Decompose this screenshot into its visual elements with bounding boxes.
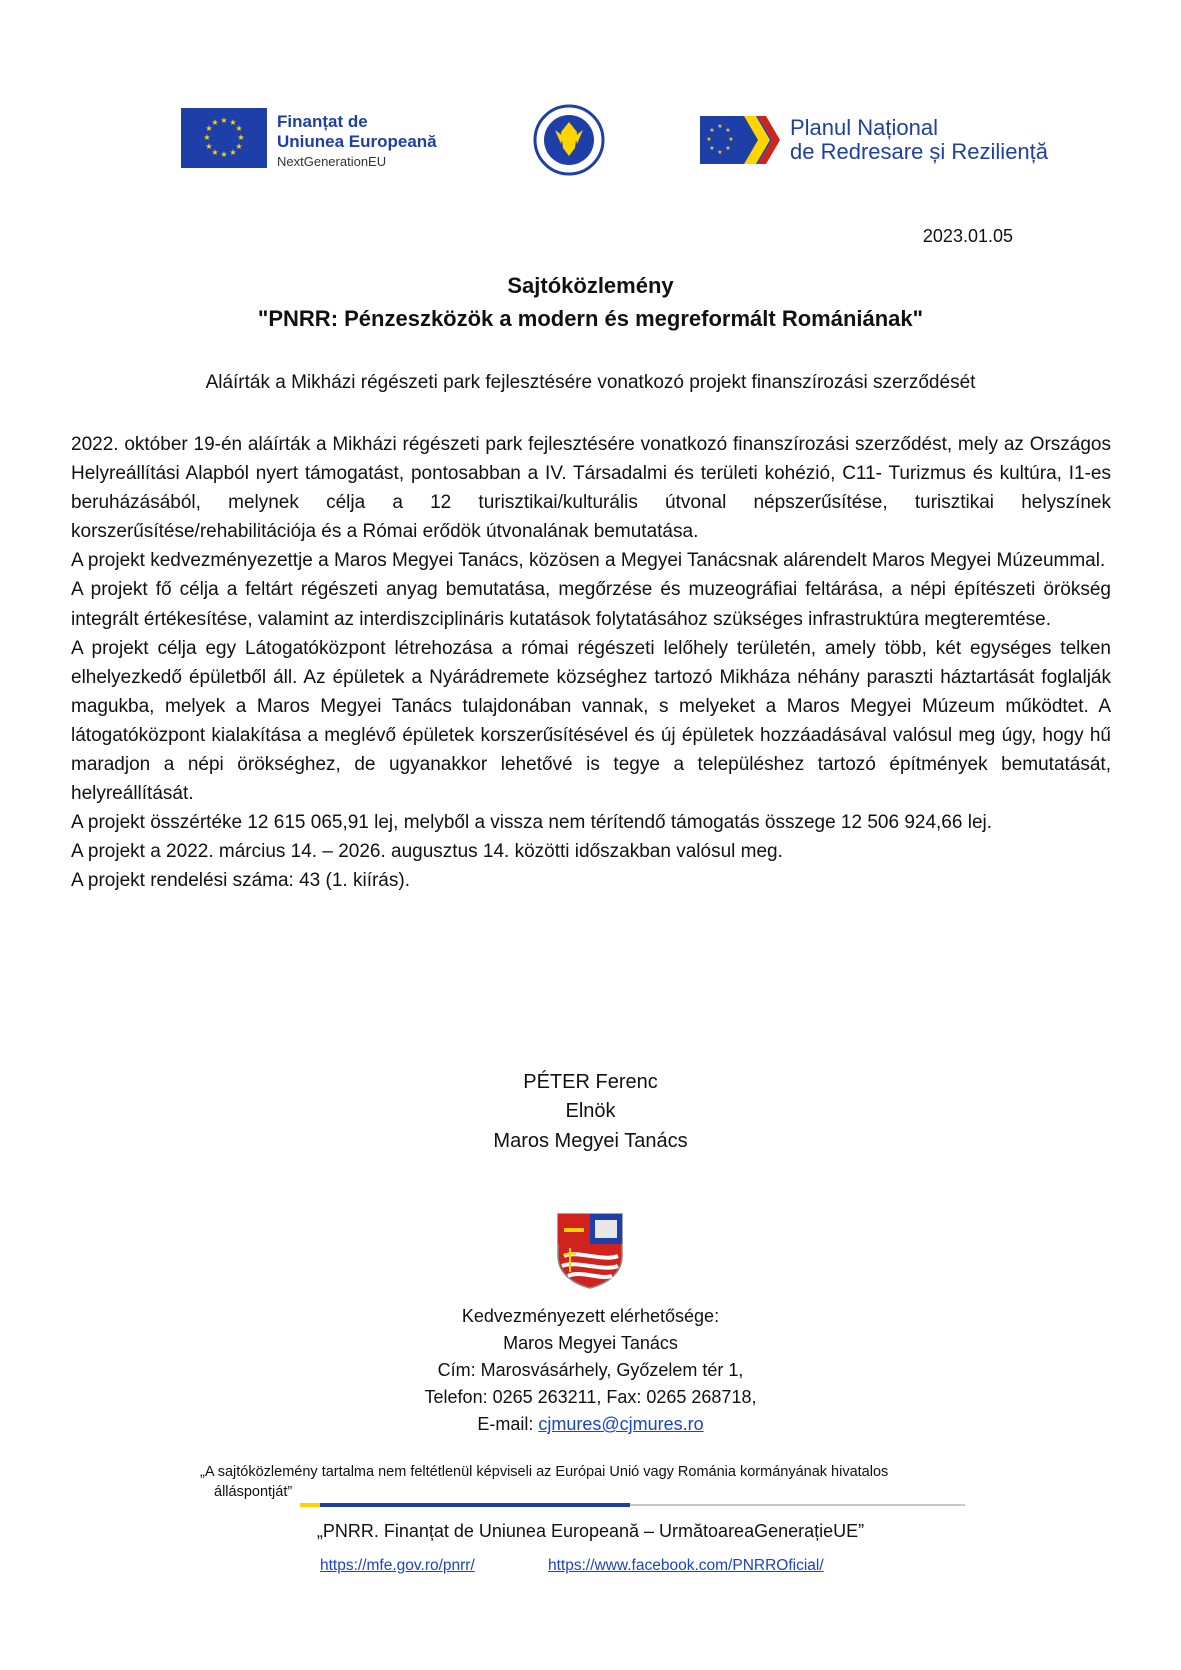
svg-text:★: ★ [229, 148, 237, 157]
body-text [71, 430, 1111, 896]
mures-county-coat-of-arms-icon [556, 1212, 624, 1290]
paragraph-5: A projekt összértéke 12 615 065,91 lej, melyből a vissza nem térítendő támogatás összege 12 506 924,66 lej. [71, 812, 993, 834]
paragraph-1: 2022. október 19-én aláírták a Mikházi régészeti park fejlesztésére vonatkozó finanszírozási szerződést, mely az Országos Helyreállítási Alapból nyert támogatást, pontosabban a IV. Társadalmi és területi kohézió, C11- Turizmus és kultúra, I1-es beruházásából, melynek célja a 12 turisztikai/kulturális útvonal népszerűsítése, turisztikai helyszínek korszerűsítése/rehabilitációja és a Római erődök útvonalának bemutatása. [71, 434, 1111, 543]
svg-text:★: ★ [728, 136, 734, 143]
disclaimer-line2: álláspontját” [214, 1484, 293, 1500]
eu-logo-line2: Uniunea Europeană [277, 132, 437, 151]
contact-email-label: E-mail: [477, 1414, 539, 1434]
subtitle: Aláírták a Mikházi régészeti park fejlesztésére vonatkozó projekt finanszírozási szerződését [205, 372, 976, 393]
eu-flag-icon [181, 108, 267, 168]
eu-funding-logo [181, 108, 441, 170]
contact-organization: Maros Megyei Tanács [503, 1333, 678, 1353]
eu-logo-line1: Finanțat de [277, 112, 368, 131]
eu-logo-line3: NextGenerationEU [277, 154, 387, 169]
press-release-headline: "PNRR: Pénzeszközök a modern és megreformált Romániának" [257, 306, 924, 331]
signatory-organization: Maros Megyei Tanács [493, 1130, 688, 1152]
svg-text:★: ★ [220, 150, 228, 159]
svg-text:★: ★ [709, 127, 715, 134]
contact-email-link[interactable]: cjmures@cjmures.ro [538, 1414, 704, 1434]
pnrr-flag-icon [700, 112, 784, 168]
svg-text:★: ★ [235, 124, 243, 133]
svg-text:★: ★ [717, 149, 723, 156]
svg-text:★: ★ [211, 148, 219, 157]
signatory-name: PÉTER Ferenc [523, 1071, 658, 1093]
svg-text:★: ★ [725, 127, 731, 134]
date: 2023.01.05 [922, 226, 1013, 246]
svg-text:★: ★ [237, 133, 245, 142]
contact-phone: Telefon: 0265 263211, Fax: 0265 268718, [424, 1387, 757, 1407]
paragraph-6: A projekt a 2022. március 14. – 2026. augusztus 14. közötti időszakban valósul meg. [71, 841, 783, 863]
press-release-title: Sajtóközlemény [507, 273, 674, 298]
contact-address: Cím: Marosvásárhely, Győzelem tér 1, [437, 1360, 744, 1380]
svg-text:★: ★ [203, 133, 211, 142]
pnrr-logo-line2: de Redresare și Reziliență [790, 139, 1049, 164]
svg-text:★: ★ [706, 136, 712, 143]
pnrr-logo-line1: Planul Național [790, 115, 938, 140]
signatory-role: Elnök [565, 1100, 616, 1122]
svg-text:★: ★ [205, 124, 213, 133]
romanian-government-logo [533, 104, 605, 176]
paragraph-3: A projekt fő célja a feltárt régészeti anyag bemutatása, megőrzése és muzeográfiai feltárása, a népi építészeti örökség integrált értékesítése, valamint az interdiszciplináris kutatások folytatásához szükséges infrastruktúra megteremtése. [71, 579, 1111, 630]
footer-divider [300, 1495, 965, 1501]
svg-text:★: ★ [725, 145, 731, 152]
footer-tagline: „PNRR. Finanțat de Uniunea Europeană – UrmătoareaGenerațieUE” [316, 1521, 865, 1541]
contact-email-row [0, 1414, 1181, 1435]
svg-text:★: ★ [709, 145, 715, 152]
svg-text:★: ★ [229, 118, 237, 127]
pnrr-logo [700, 112, 1080, 172]
facebook-link[interactable]: https://www.facebook.com/PNRROficial/ [548, 1557, 824, 1574]
paragraph-7: A projekt rendelési száma: 43 (1. kiírás). [71, 870, 410, 892]
paragraph-2: A projekt kedvezményezettje a Maros Megyei Tanács, közösen a Megyei Tanácsnak alárendelt Maros Megyei Múzeummal. [71, 550, 1106, 572]
svg-text:★: ★ [211, 118, 219, 127]
contact-title: Kedvezményezett elérhetősége: [461, 1306, 720, 1326]
paragraph-4: A projekt célja egy Látogatóközpont létrehozása a római régészeti lelőhely területén, amely több, két egységes telken elhelyezkedő épületből áll. Az épületek a Nyárádremete községhez tartozó Mikháza néhány paraszti háztartását foglalják magukba, melyek a Maros Megyei Tanács tulajdonában vannak, s melyeket a Maros Megyei Múzeum működtet. A látogatóközpont kialakítása a meglévő épületek korszerűsítésével és új épületek hozzáadásával valósul meg úgy, hogy hű maradjon a népi örökséghez, de ugyanakkor lehetővé is tegye a településhez tartozó építmények bemutatását, helyreállítását. [71, 637, 1111, 805]
svg-text:★: ★ [220, 116, 228, 125]
svg-text:★: ★ [235, 142, 243, 151]
svg-text:★: ★ [717, 123, 723, 130]
mfe-link[interactable]: https://mfe.gov.ro/pnrr/ [320, 1557, 475, 1574]
svg-text:★: ★ [205, 142, 213, 151]
disclaimer-line1: „A sajtóközlemény tartalma nem feltétlenül képviseli az Európai Unió vagy Románia kormányának hivatalos [200, 1464, 889, 1480]
